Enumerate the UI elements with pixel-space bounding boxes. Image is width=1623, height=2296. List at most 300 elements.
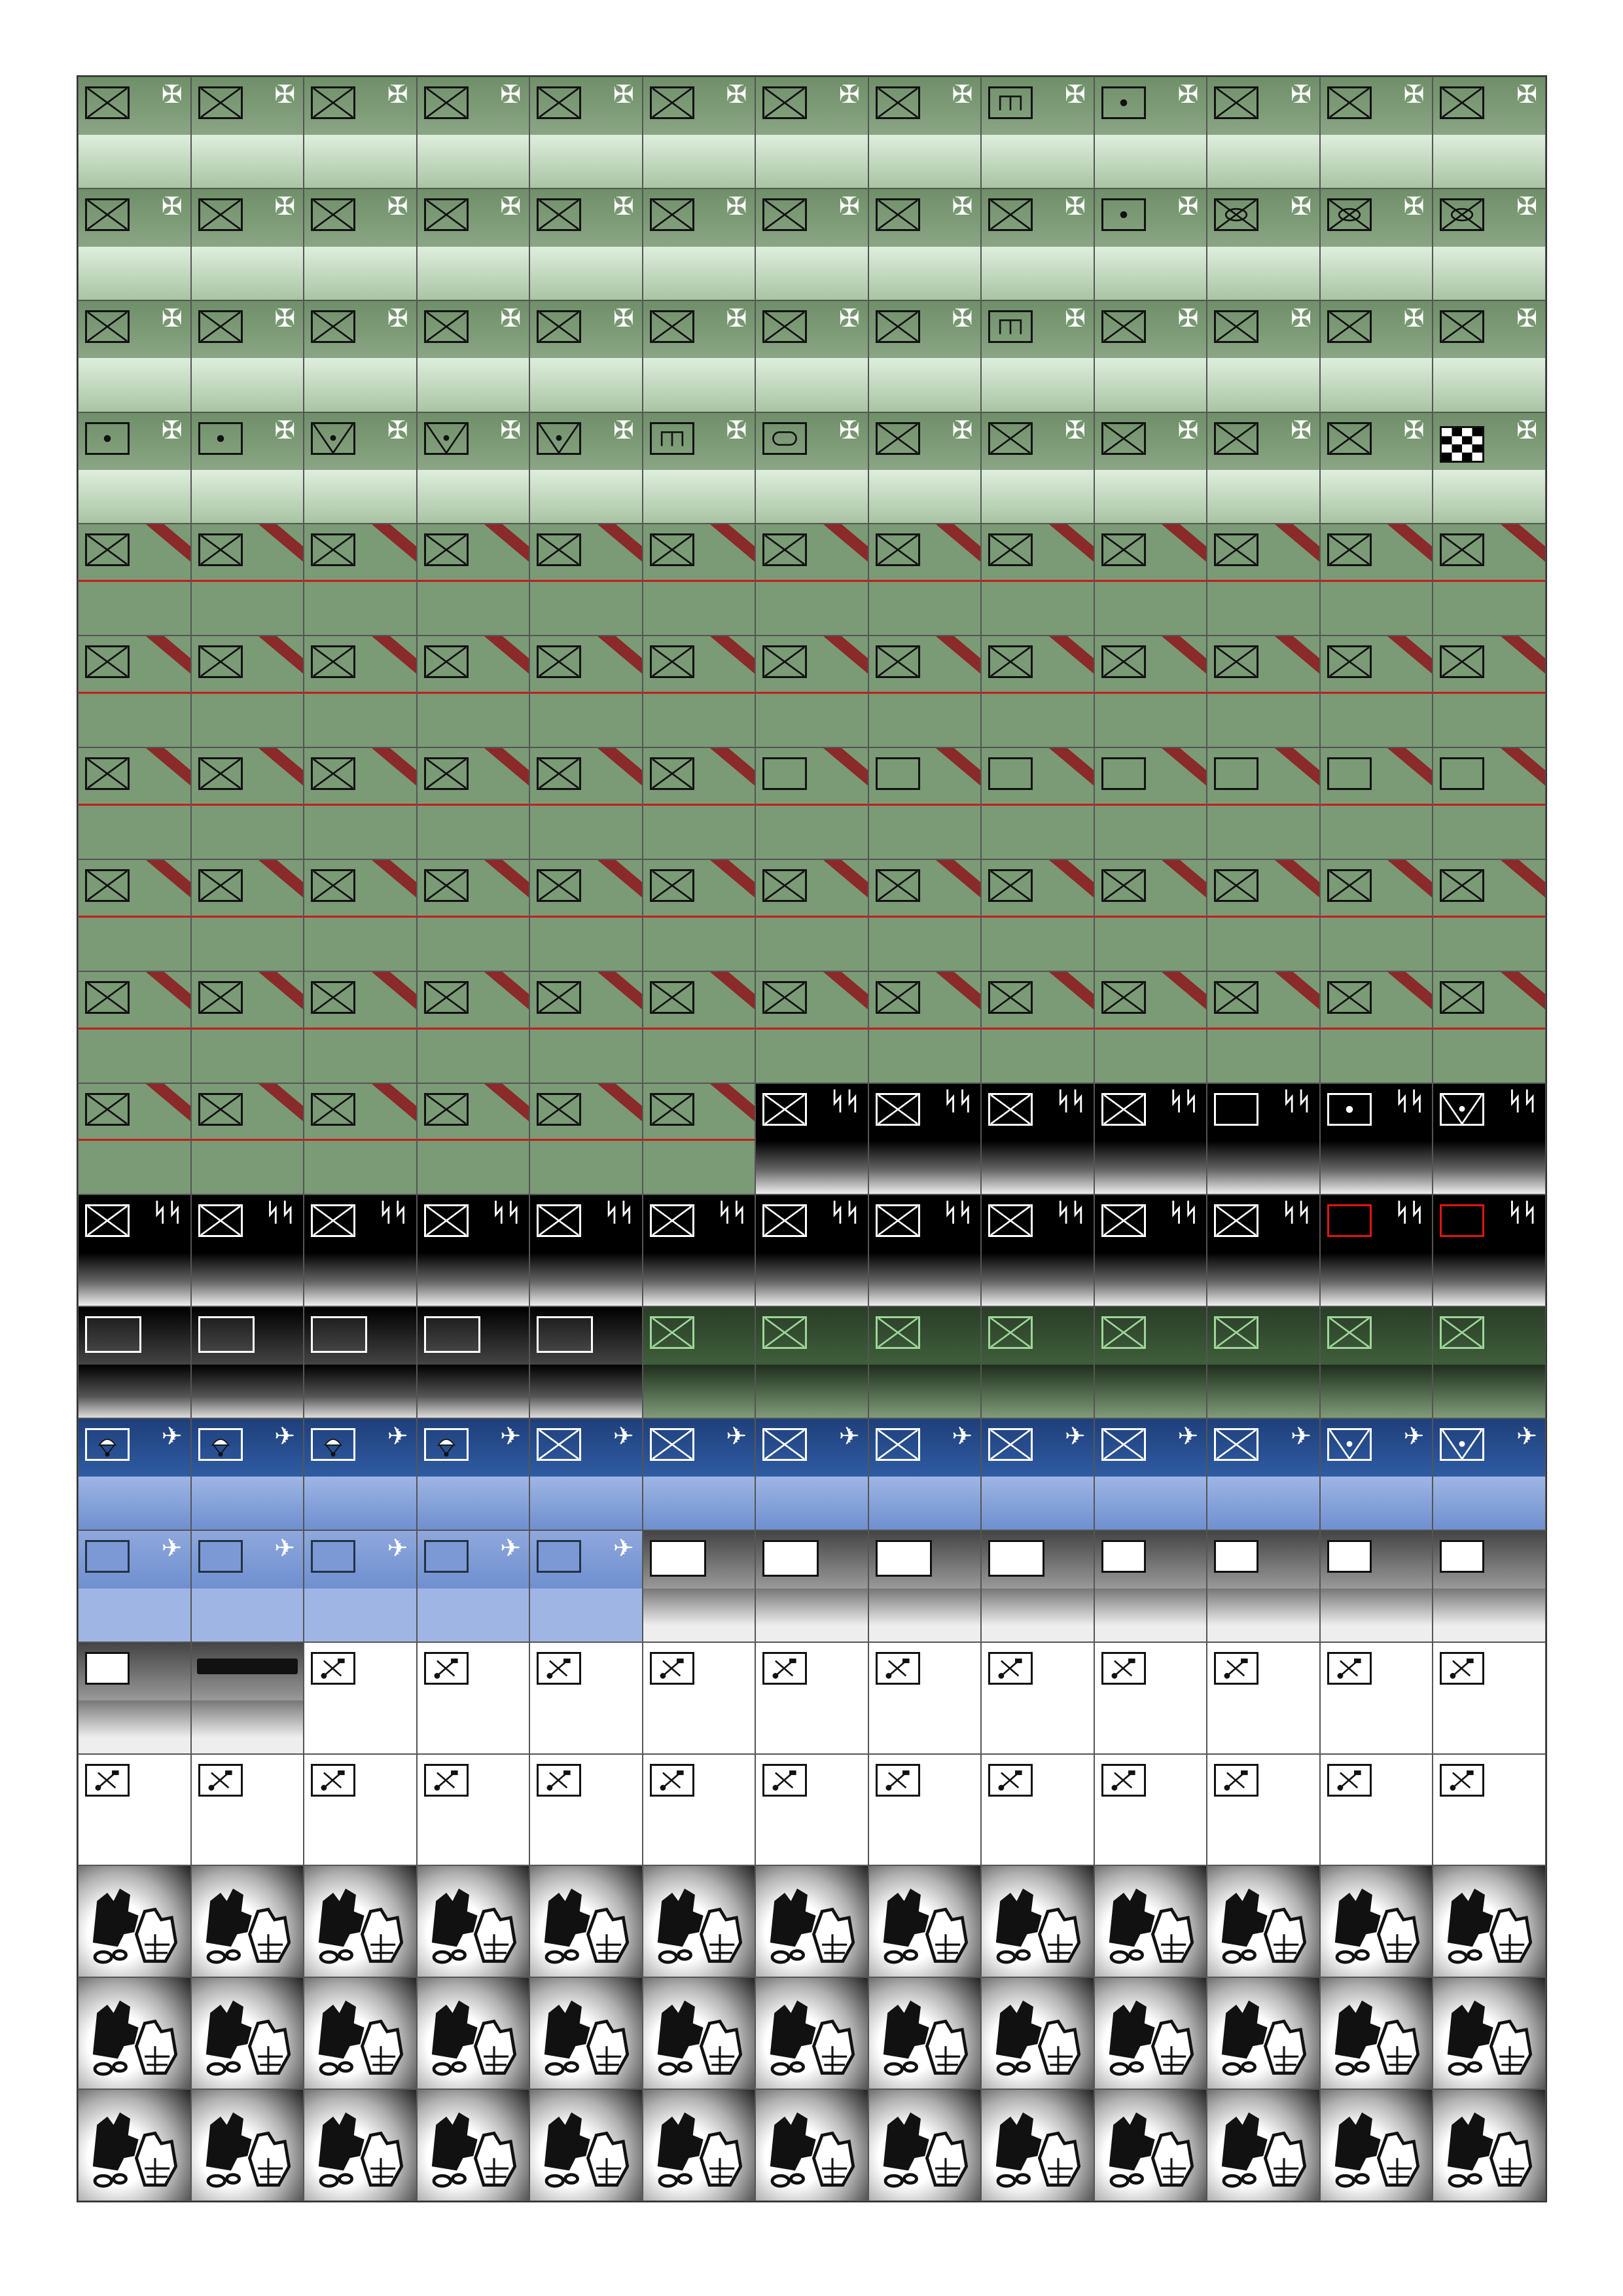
unit-counter[interactable] xyxy=(1207,747,1320,859)
unit-counter[interactable] xyxy=(1094,412,1207,524)
unit-counter[interactable] xyxy=(755,1642,868,1754)
unit-counter[interactable] xyxy=(417,971,530,1083)
unit-counter[interactable] xyxy=(1207,1530,1320,1642)
festung-stripe xyxy=(1495,636,1546,677)
unit-counter[interactable] xyxy=(417,1642,530,1754)
rubble-marker[interactable] xyxy=(191,2089,304,2201)
unit-counter[interactable] xyxy=(417,747,530,859)
unit-counter[interactable] xyxy=(868,77,982,188)
unit-counter[interactable] xyxy=(1094,971,1207,1083)
unit-counter[interactable] xyxy=(304,188,417,300)
unit-counter[interactable] xyxy=(1320,188,1433,300)
unit-counter[interactable] xyxy=(529,971,643,1083)
unit-counter[interactable] xyxy=(191,188,304,300)
unit-counter[interactable] xyxy=(417,636,530,747)
unit-counter[interactable] xyxy=(1094,1642,1207,1754)
counter-top xyxy=(304,860,416,918)
counter-top xyxy=(756,1419,868,1477)
counter-bottom xyxy=(756,247,868,300)
unit-counter[interactable] xyxy=(191,1418,304,1530)
unit-counter[interactable] xyxy=(191,1194,304,1306)
unit-counter[interactable] xyxy=(868,636,982,747)
unit-counter[interactable] xyxy=(78,1530,191,1642)
unit-counter[interactable] xyxy=(981,636,1094,747)
rubble-marker[interactable] xyxy=(1094,1977,1207,2089)
unit-counter[interactable] xyxy=(529,412,643,524)
counter-top xyxy=(1207,301,1319,359)
unit-counter[interactable] xyxy=(78,859,191,971)
unit-counter[interactable] xyxy=(78,77,191,188)
unit-counter[interactable] xyxy=(1207,1754,1320,1866)
unit-counter[interactable] xyxy=(755,971,868,1083)
unit-counter[interactable] xyxy=(643,412,756,524)
unit-counter[interactable] xyxy=(1094,1530,1207,1642)
counter-bottom xyxy=(1095,358,1207,411)
unit-counter[interactable] xyxy=(1320,412,1433,524)
unit-counter[interactable] xyxy=(1433,1194,1546,1306)
unit-counter[interactable] xyxy=(643,300,756,412)
unit-counter[interactable] xyxy=(981,1754,1094,1866)
unit-counter[interactable] xyxy=(191,1642,304,1754)
unit-counter[interactable] xyxy=(191,77,304,188)
unit-counter[interactable] xyxy=(191,859,304,971)
unit-counter[interactable] xyxy=(1207,859,1320,971)
unit-counter[interactable] xyxy=(1094,524,1207,636)
unit-counter[interactable] xyxy=(868,300,982,412)
unit-counter[interactable] xyxy=(981,747,1094,859)
unit-counter[interactable] xyxy=(1094,300,1207,412)
unit-counter[interactable] xyxy=(417,1530,530,1642)
counter-top xyxy=(192,189,304,247)
unit-counter[interactable] xyxy=(981,77,1094,188)
unit-counter[interactable] xyxy=(304,524,417,636)
unit-counter[interactable] xyxy=(304,77,417,188)
unit-counter[interactable] xyxy=(1320,1083,1433,1195)
nationality-icon: ᛋᛋ xyxy=(717,1199,747,1227)
unit-counter[interactable] xyxy=(529,1642,643,1754)
rubble-marker[interactable] xyxy=(78,1865,191,1977)
unit-counter[interactable] xyxy=(981,412,1094,524)
counter-bottom xyxy=(418,694,529,747)
rubble-marker[interactable] xyxy=(1207,2089,1320,2201)
counter-bottom xyxy=(1433,1588,1545,1641)
unit-counter[interactable] xyxy=(755,1083,868,1195)
counter-bottom xyxy=(79,806,190,859)
counter-top xyxy=(304,1643,416,1700)
unit-counter[interactable] xyxy=(1094,1306,1207,1418)
unit-counter[interactable] xyxy=(1207,1083,1320,1195)
rubble-marker[interactable] xyxy=(643,1865,756,1977)
unit-counter[interactable] xyxy=(191,1306,304,1418)
unit-counter[interactable] xyxy=(304,300,417,412)
unit-counter[interactable] xyxy=(643,188,756,300)
nationality-icon: ✠ xyxy=(274,304,296,332)
unit-counter[interactable] xyxy=(1433,636,1546,747)
unit-counter[interactable] xyxy=(755,188,868,300)
unit-counter[interactable] xyxy=(191,636,304,747)
unit-counter[interactable] xyxy=(868,859,982,971)
unit-counter[interactable] xyxy=(417,77,530,188)
unit-counter[interactable] xyxy=(1320,1754,1433,1866)
unit-counter[interactable] xyxy=(78,1418,191,1530)
unit-counter[interactable] xyxy=(1094,188,1207,300)
unit-counter[interactable] xyxy=(304,636,417,747)
unit-counter[interactable] xyxy=(1433,412,1546,524)
unit-counter[interactable] xyxy=(191,1083,304,1195)
festung-stripe xyxy=(704,524,755,565)
unit-counter[interactable] xyxy=(1094,1083,1207,1195)
unit-counter[interactable] xyxy=(78,747,191,859)
unit-counter[interactable] xyxy=(191,300,304,412)
unit-counter[interactable] xyxy=(1433,1754,1546,1866)
rubble-marker[interactable] xyxy=(78,1977,191,2089)
unit-counter[interactable] xyxy=(1433,859,1546,971)
unit-counter[interactable] xyxy=(304,747,417,859)
unit-counter[interactable] xyxy=(191,524,304,636)
unit-counter[interactable] xyxy=(981,300,1094,412)
unit-counter[interactable] xyxy=(1207,1642,1320,1754)
rubble-marker[interactable] xyxy=(191,1977,304,2089)
unit-counter[interactable] xyxy=(1433,300,1546,412)
rubble-marker[interactable] xyxy=(1094,2089,1207,2201)
unit-counter[interactable] xyxy=(643,859,756,971)
unit-counter[interactable] xyxy=(304,1642,417,1754)
unit-counter[interactable] xyxy=(417,188,530,300)
unit-counter[interactable] xyxy=(1433,524,1546,636)
unit-counter[interactable] xyxy=(304,1306,417,1418)
unit-counter[interactable] xyxy=(1094,1418,1207,1530)
unit-counter[interactable] xyxy=(529,1754,643,1866)
unit-counter[interactable] xyxy=(868,1194,982,1306)
unit-counter[interactable] xyxy=(755,1418,868,1530)
rubble-marker[interactable] xyxy=(1433,2089,1546,2201)
unit-counter[interactable] xyxy=(529,859,643,971)
counter-top xyxy=(418,524,529,582)
counter-bottom xyxy=(192,358,304,411)
unit-counter[interactable] xyxy=(529,1418,643,1530)
unit-counter[interactable] xyxy=(1320,1418,1433,1530)
rubble-marker[interactable] xyxy=(981,1977,1094,2089)
rubble-marker[interactable] xyxy=(417,2089,530,2201)
unit-counter[interactable] xyxy=(868,412,982,524)
unit-counter[interactable] xyxy=(78,1194,191,1306)
counter-top xyxy=(1095,1084,1207,1141)
unit-counter[interactable] xyxy=(643,747,756,859)
unit-counter[interactable] xyxy=(1320,971,1433,1083)
unit-counter[interactable] xyxy=(529,77,643,188)
unit-counter[interactable] xyxy=(529,1306,643,1418)
unit-counter[interactable] xyxy=(529,300,643,412)
unit-counter[interactable] xyxy=(643,1306,756,1418)
unit-counter[interactable] xyxy=(643,971,756,1083)
unit-counter[interactable] xyxy=(78,300,191,412)
unit-counter[interactable] xyxy=(1207,300,1320,412)
unit-counter[interactable] xyxy=(1094,1194,1207,1306)
unit-counter[interactable] xyxy=(191,412,304,524)
unit-counter[interactable] xyxy=(191,747,304,859)
unit-symbol-icon xyxy=(650,310,694,343)
unit-counter[interactable] xyxy=(304,1530,417,1642)
unit-counter[interactable] xyxy=(1207,1306,1320,1418)
unit-counter[interactable] xyxy=(755,1530,868,1642)
counter-top xyxy=(756,77,868,135)
unit-counter[interactable] xyxy=(1433,1083,1546,1195)
unit-counter[interactable] xyxy=(1207,971,1320,1083)
counter-bottom xyxy=(418,1588,529,1641)
counter-top xyxy=(79,77,190,135)
unit-counter[interactable] xyxy=(304,412,417,524)
unit-counter[interactable] xyxy=(1207,77,1320,188)
unit-counter[interactable] xyxy=(1094,859,1207,971)
counter-bottom xyxy=(869,135,981,188)
nationality-icon: ✈ xyxy=(1177,1423,1199,1451)
unit-counter[interactable] xyxy=(1320,77,1433,188)
rubble-marker[interactable] xyxy=(78,2089,191,2201)
unit-counter[interactable] xyxy=(755,524,868,636)
unit-counter[interactable] xyxy=(78,524,191,636)
counter-bottom xyxy=(1321,470,1433,523)
unit-counter[interactable] xyxy=(304,971,417,1083)
unit-counter[interactable] xyxy=(529,1194,643,1306)
unit-counter[interactable] xyxy=(1320,1642,1433,1754)
unit-counter[interactable] xyxy=(1433,1418,1546,1530)
counter-bottom xyxy=(418,582,529,635)
nationality-icon: ᛋᛋ xyxy=(1507,1199,1537,1227)
unit-counter[interactable] xyxy=(1207,1194,1320,1306)
unit-counter[interactable] xyxy=(981,1418,1094,1530)
counter-top xyxy=(643,77,755,135)
rubble-marker[interactable] xyxy=(1320,1865,1433,1977)
unit-counter[interactable] xyxy=(643,524,756,636)
unit-counter[interactable] xyxy=(529,188,643,300)
unit-counter[interactable] xyxy=(868,188,982,300)
unit-counter[interactable] xyxy=(643,636,756,747)
counter-bottom xyxy=(982,470,1094,523)
unit-counter[interactable] xyxy=(981,1194,1094,1306)
unit-counter[interactable] xyxy=(529,636,643,747)
unit-counter[interactable] xyxy=(1320,747,1433,859)
unit-symbol-icon xyxy=(1214,645,1258,678)
unit-counter[interactable] xyxy=(304,1083,417,1195)
festung-stripe xyxy=(366,971,417,1013)
rubble-marker[interactable] xyxy=(1094,1865,1207,1977)
unit-counter[interactable] xyxy=(1433,971,1546,1083)
unit-counter[interactable] xyxy=(1094,1754,1207,1866)
unit-counter[interactable] xyxy=(643,1754,756,1866)
unit-counter[interactable] xyxy=(1207,524,1320,636)
rubble-marker[interactable] xyxy=(868,2089,982,2201)
unit-counter[interactable] xyxy=(755,636,868,747)
rubble-marker[interactable] xyxy=(755,2089,868,2201)
rubble-marker[interactable] xyxy=(981,1865,1094,1977)
counter-top xyxy=(418,860,529,918)
unit-counter[interactable] xyxy=(529,747,643,859)
unit-counter[interactable] xyxy=(78,971,191,1083)
counter-top xyxy=(982,77,1094,135)
rubble-marker[interactable] xyxy=(304,1977,417,2089)
unit-counter[interactable] xyxy=(304,1418,417,1530)
unit-counter[interactable] xyxy=(417,859,530,971)
counter-bottom xyxy=(530,247,642,300)
unit-counter[interactable] xyxy=(981,1530,1094,1642)
unit-counter[interactable] xyxy=(981,1306,1094,1418)
unit-counter[interactable] xyxy=(1320,1530,1433,1642)
rubble-icon xyxy=(1437,1870,1541,1974)
unit-counter[interactable] xyxy=(868,1418,982,1530)
unit-counter[interactable] xyxy=(78,1306,191,1418)
unit-counter[interactable] xyxy=(868,524,982,636)
unit-counter[interactable] xyxy=(981,188,1094,300)
unit-counter[interactable] xyxy=(1320,636,1433,747)
unit-counter[interactable] xyxy=(417,1754,530,1866)
unit-counter[interactable] xyxy=(755,1306,868,1418)
unit-counter[interactable] xyxy=(1094,77,1207,188)
counter-top xyxy=(1207,189,1319,247)
unit-counter[interactable] xyxy=(417,524,530,636)
festung-stripe xyxy=(1043,971,1094,1013)
unit-counter[interactable] xyxy=(78,1754,191,1866)
unit-counter[interactable] xyxy=(529,1083,643,1195)
rubble-marker[interactable] xyxy=(529,1865,643,1977)
unit-counter[interactable] xyxy=(1320,524,1433,636)
unit-counter[interactable] xyxy=(1094,636,1207,747)
rubble-marker[interactable] xyxy=(1207,1977,1320,2089)
unit-counter[interactable] xyxy=(643,1194,756,1306)
unit-counter[interactable] xyxy=(643,1530,756,1642)
unit-counter[interactable] xyxy=(981,971,1094,1083)
unit-counter[interactable] xyxy=(755,859,868,971)
unit-counter[interactable] xyxy=(643,1083,756,1195)
unit-counter[interactable] xyxy=(868,747,982,859)
rubble-marker[interactable] xyxy=(417,1977,530,2089)
unit-counter[interactable] xyxy=(868,1083,982,1195)
counter-bottom xyxy=(304,1700,416,1753)
unit-counter[interactable] xyxy=(981,524,1094,636)
rubble-marker[interactable] xyxy=(755,1865,868,1977)
unit-counter[interactable] xyxy=(417,1194,530,1306)
unit-symbol-icon xyxy=(876,310,920,343)
unit-symbol-icon xyxy=(762,981,807,1014)
unit-counter[interactable] xyxy=(868,1306,982,1418)
unit-counter[interactable] xyxy=(868,1530,982,1642)
unit-counter[interactable] xyxy=(1433,747,1546,859)
unit-counter[interactable] xyxy=(1207,636,1320,747)
unit-counter[interactable] xyxy=(417,1418,530,1530)
unit-counter[interactable] xyxy=(981,1083,1094,1195)
rubble-marker[interactable] xyxy=(868,1977,982,2089)
rubble-marker[interactable] xyxy=(304,1865,417,1977)
unit-counter[interactable] xyxy=(1320,1194,1433,1306)
rubble-marker[interactable] xyxy=(868,1865,982,1977)
unit-counter[interactable] xyxy=(417,412,530,524)
counter-top xyxy=(79,413,190,471)
unit-counter[interactable] xyxy=(304,1194,417,1306)
rubble-marker[interactable] xyxy=(1207,1865,1320,1977)
unit-counter[interactable] xyxy=(755,1194,868,1306)
unit-counter[interactable] xyxy=(529,524,643,636)
unit-counter[interactable] xyxy=(1433,188,1546,300)
unit-counter[interactable] xyxy=(1320,300,1433,412)
unit-counter[interactable] xyxy=(755,747,868,859)
counter-bottom xyxy=(192,1477,304,1530)
unit-counter[interactable] xyxy=(643,1642,756,1754)
unit-counter[interactable] xyxy=(78,636,191,747)
counter-top xyxy=(530,189,642,247)
unit-counter[interactable] xyxy=(1320,859,1433,971)
festung-stripe xyxy=(817,859,868,901)
unit-counter[interactable] xyxy=(755,77,868,188)
unit-counter[interactable] xyxy=(755,1754,868,1866)
rubble-marker[interactable] xyxy=(981,2089,1094,2201)
rubble-icon xyxy=(647,1982,751,2086)
unit-counter[interactable] xyxy=(1207,412,1320,524)
counter-bottom xyxy=(79,1477,190,1530)
unit-counter[interactable] xyxy=(643,1418,756,1530)
unit-symbol-icon xyxy=(537,533,581,566)
unit-symbol-icon xyxy=(650,422,694,455)
unit-counter[interactable] xyxy=(868,1754,982,1866)
unit-counter[interactable] xyxy=(868,971,982,1083)
unit-counter[interactable] xyxy=(529,1530,643,1642)
rubble-marker[interactable] xyxy=(191,1865,304,1977)
unit-counter[interactable] xyxy=(191,971,304,1083)
unit-counter[interactable] xyxy=(78,188,191,300)
unit-counter[interactable] xyxy=(417,1083,530,1195)
unit-counter[interactable] xyxy=(755,412,868,524)
festung-stripe xyxy=(1156,971,1207,1013)
rubble-marker[interactable] xyxy=(1433,1865,1546,1977)
unit-counter[interactable] xyxy=(191,1754,304,1866)
unit-counter[interactable] xyxy=(643,77,756,188)
unit-counter[interactable] xyxy=(417,1306,530,1418)
rubble-marker[interactable] xyxy=(643,2089,756,2201)
unit-symbol-icon xyxy=(198,1540,243,1573)
unit-counter[interactable] xyxy=(1207,1418,1320,1530)
unit-counter[interactable] xyxy=(868,1642,982,1754)
counter-bottom xyxy=(1095,1253,1207,1306)
police-box xyxy=(311,1316,367,1353)
unit-counter[interactable] xyxy=(1320,1306,1433,1418)
unit-counter[interactable] xyxy=(304,859,417,971)
unit-counter[interactable] xyxy=(1207,188,1320,300)
unit-counter[interactable] xyxy=(78,412,191,524)
unit-counter[interactable] xyxy=(981,859,1094,971)
unit-counter[interactable] xyxy=(1433,1530,1546,1642)
unit-counter[interactable] xyxy=(1094,747,1207,859)
rubble-marker[interactable] xyxy=(529,2089,643,2201)
rubble-marker[interactable] xyxy=(755,1977,868,2089)
rubble-marker[interactable] xyxy=(417,1865,530,1977)
counter-bottom xyxy=(982,247,1094,300)
counter-top xyxy=(1207,636,1319,694)
unit-counter[interactable] xyxy=(1433,1642,1546,1754)
unit-counter[interactable] xyxy=(78,1642,191,1754)
unit-counter[interactable] xyxy=(78,1083,191,1195)
rubble-marker[interactable] xyxy=(529,1977,643,2089)
unit-counter[interactable] xyxy=(417,300,530,412)
unit-counter[interactable] xyxy=(755,300,868,412)
rubble-marker[interactable] xyxy=(304,2089,417,2201)
unit-counter[interactable] xyxy=(304,1754,417,1866)
rubble-marker[interactable] xyxy=(1320,1977,1433,2089)
unit-counter[interactable] xyxy=(981,1642,1094,1754)
rubble-marker[interactable] xyxy=(1433,1977,1546,2089)
unit-counter[interactable] xyxy=(1433,77,1546,188)
unit-counter[interactable] xyxy=(1433,1306,1546,1418)
rubble-marker[interactable] xyxy=(1320,2089,1433,2201)
rubble-marker[interactable] xyxy=(643,1977,756,2089)
unit-counter[interactable] xyxy=(191,1530,304,1642)
